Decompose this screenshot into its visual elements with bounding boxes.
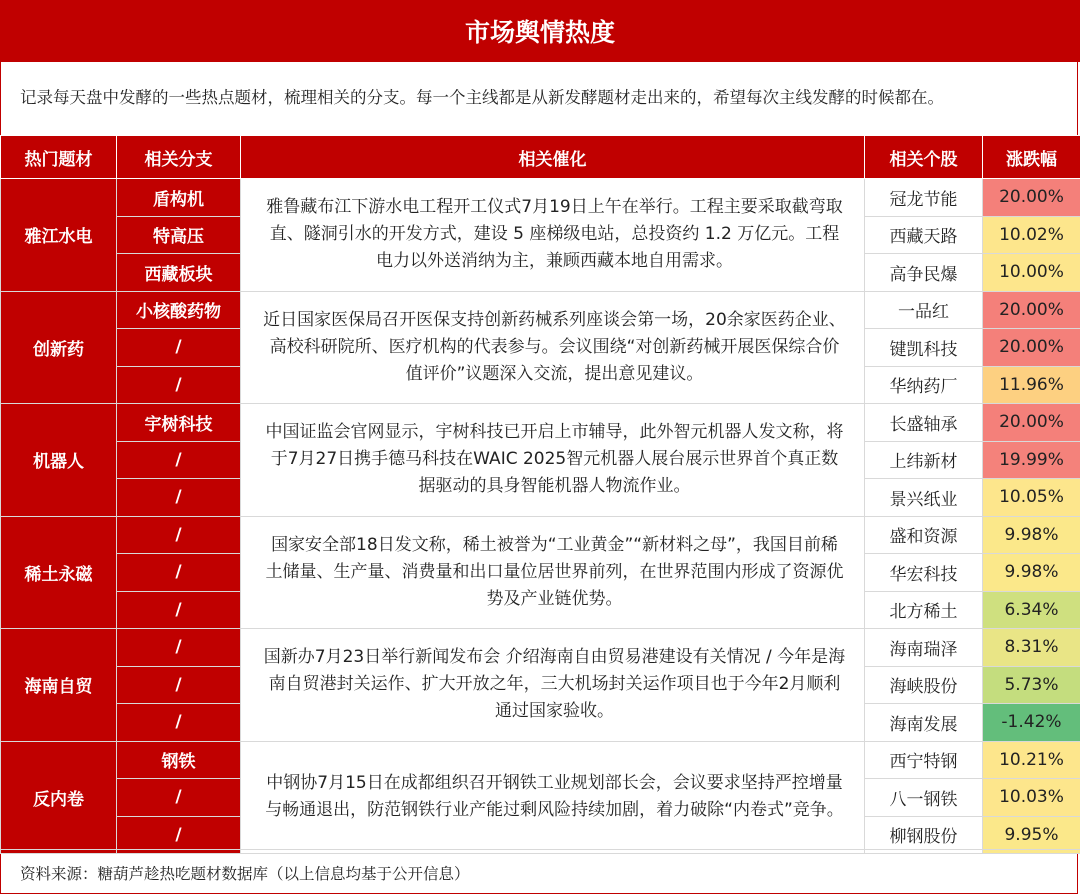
stock-name-cell: 柳钢股份 <box>865 816 983 854</box>
stock-name-cell: 华宏科技 <box>865 554 983 592</box>
hot-topics-table <box>0 135 1080 854</box>
stock-name-cell: 北方稀土 <box>865 591 983 629</box>
change-percent-cell: 5.73% <box>983 666 1080 704</box>
branch-cell: / <box>117 329 241 367</box>
change-percent-cell: 10.00% <box>983 254 1080 292</box>
catalyst-text: 中国证监会官网显示，宇树科技已开启上市辅导，此外智元机器人发文称，将于7月27日携手德马科技在WAIC 2025智元机器人展台展示世界首个真正数据驱动的具身智能机器人物流作业。 <box>265 422 844 497</box>
stock-name-cell: 海南瑞泽 <box>865 629 983 667</box>
branch-cell: 钢铁 <box>117 741 241 779</box>
header-stock: 相关个股 <box>865 136 983 179</box>
branch-cell: / <box>117 554 241 592</box>
change-percent-cell: -1.42% <box>983 704 1080 742</box>
change-percent-cell: 10.05% <box>983 479 1080 517</box>
change-percent-cell: 9.98% <box>983 516 1080 554</box>
catalyst-cell <box>241 516 865 629</box>
stock-name-cell: 景兴纸业 <box>865 479 983 517</box>
change-percent-cell: 8.31% <box>983 629 1080 667</box>
stock-name-cell: 海南发展 <box>865 704 983 742</box>
stock-name-cell: 西藏天路 <box>865 216 983 254</box>
stock-name-cell: 华纳药厂 <box>865 366 983 404</box>
change-percent-cell: 10.02% <box>983 216 1080 254</box>
branch-cell: / <box>117 366 241 404</box>
stock-name-cell: 长盛轴承 <box>865 404 983 442</box>
table-row <box>1 404 1080 442</box>
branch-cell: 特高压 <box>117 216 241 254</box>
change-percent-cell: 19.99% <box>983 441 1080 479</box>
theme-cell: 雅江水电 <box>1 179 117 292</box>
change-percent-cell: 20.00% <box>983 404 1080 442</box>
branch-cell: / <box>117 704 241 742</box>
catalyst-cell <box>241 179 865 292</box>
branch-cell: 西藏板块 <box>117 254 241 292</box>
change-percent-cell: 10.03% <box>983 779 1080 817</box>
theme-cell: 机器人 <box>1 404 117 517</box>
change-percent-cell: 20.00% <box>983 329 1080 367</box>
header-catalyst: 相关催化 <box>241 136 865 179</box>
stock-name-cell: 上纬新材 <box>865 441 983 479</box>
branch-cell: / <box>117 666 241 704</box>
table-row <box>1 741 1080 779</box>
change-percent-cell: 9.98% <box>983 554 1080 592</box>
catalyst-cell <box>241 291 865 404</box>
catalyst-text: 雅鲁藏布江下游水电工程开工仪式7月19日上午在举行。工程主要采取截弯取直、隧洞引水的开发方式，建设 5 座梯级电站，总投资约 1.2 万亿元。工程电力以外送消纳为主，兼顾西藏本地自用需求。 <box>266 197 843 272</box>
change-percent-cell: 11.96% <box>983 366 1080 404</box>
change-percent-cell: 9.95% <box>983 816 1080 854</box>
stock-name-cell: 键凯科技 <box>865 329 983 367</box>
table-row <box>1 516 1080 554</box>
branch-cell: / <box>117 629 241 667</box>
theme-cell: 反内卷 <box>1 741 117 854</box>
table-row <box>1 629 1080 667</box>
page-title: 市场舆情热度 <box>0 0 1080 62</box>
table-header-row <box>1 136 1080 179</box>
source-note: 资料来源：糖葫芦趁热吃题材数据库（以上信息均基于公开信息） <box>20 865 470 883</box>
stock-name-cell: 海峡股份 <box>865 666 983 704</box>
branch-cell: / <box>117 816 241 854</box>
branch-cell: / <box>117 779 241 817</box>
intro-text: 记录每天盘中发酵的一些热点题材，梳理相关的分支。每一个主线都是从新发酵题材走出来的，希望每次主线发酵的时候都在。 <box>20 88 944 107</box>
branch-cell: / <box>117 479 241 517</box>
table-row <box>1 179 1080 217</box>
branch-cell: 盾构机 <box>117 179 241 217</box>
catalyst-cell <box>241 404 865 517</box>
header-change: 涨跌幅 <box>983 136 1080 179</box>
theme-cell: 创新药 <box>1 291 117 404</box>
catalyst-text: 中钢协7月15日在成都组织召开钢铁工业规划部长会，会议要求坚持严控增量与畅通退出，防范钢铁行业产能过剩风险持续加剧，着力破除“内卷式”竞争。 <box>265 773 844 821</box>
change-percent-cell: 20.00% <box>983 179 1080 217</box>
table-body <box>1 179 1080 854</box>
stock-name-cell: 冠龙节能 <box>865 179 983 217</box>
branch-cell: / <box>117 516 241 554</box>
branch-cell: / <box>117 591 241 629</box>
catalyst-text: 近日国家医保局召开医保支持创新药械系列座谈会第一场，20余家医药企业、高校科研院所、医疗机构的代表参与。会议围绕“对创新药械开展医保综合价值评价”议题深入交流，提出意见建议。 <box>263 309 846 384</box>
change-percent-cell: 10.21% <box>983 741 1080 779</box>
stock-name-cell: 高争民爆 <box>865 254 983 292</box>
change-percent-cell: 6.34% <box>983 591 1080 629</box>
header-theme: 热门题材 <box>1 136 117 179</box>
change-percent-cell: 20.00% <box>983 291 1080 329</box>
catalyst-cell <box>241 741 865 854</box>
branch-cell: 宇树科技 <box>117 404 241 442</box>
branch-cell: / <box>117 441 241 479</box>
theme-cell: 稀土永磁 <box>1 516 117 629</box>
catalyst-text: 国新办7月23日举行新闻发布会 介绍海南自由贸易港建设有关情况 / 今年是海南自贸港封关运作、扩大开放之年，三大机场封关运作项目也于今年2月顺利通过国家验收。 <box>263 647 846 722</box>
stock-name-cell: 八一钢铁 <box>865 779 983 817</box>
catalyst-cell <box>241 629 865 742</box>
divider <box>0 849 1080 850</box>
theme-cell: 海南自贸 <box>1 629 117 742</box>
stock-name-cell: 盛和资源 <box>865 516 983 554</box>
stock-name-cell: 西宁特钢 <box>865 741 983 779</box>
header-branch: 相关分支 <box>117 136 241 179</box>
branch-cell: 小核酸药物 <box>117 291 241 329</box>
stock-name-cell: 一品红 <box>865 291 983 329</box>
table-row <box>1 291 1080 329</box>
catalyst-text: 国家安全部18日发文称，稀土被誉为“工业黄金”“新材料之母”，我国目前稀土储量、生产量、消费量和出口量位居世界前列，在世界范围内形成了资源优势及产业链优势。 <box>265 534 844 609</box>
